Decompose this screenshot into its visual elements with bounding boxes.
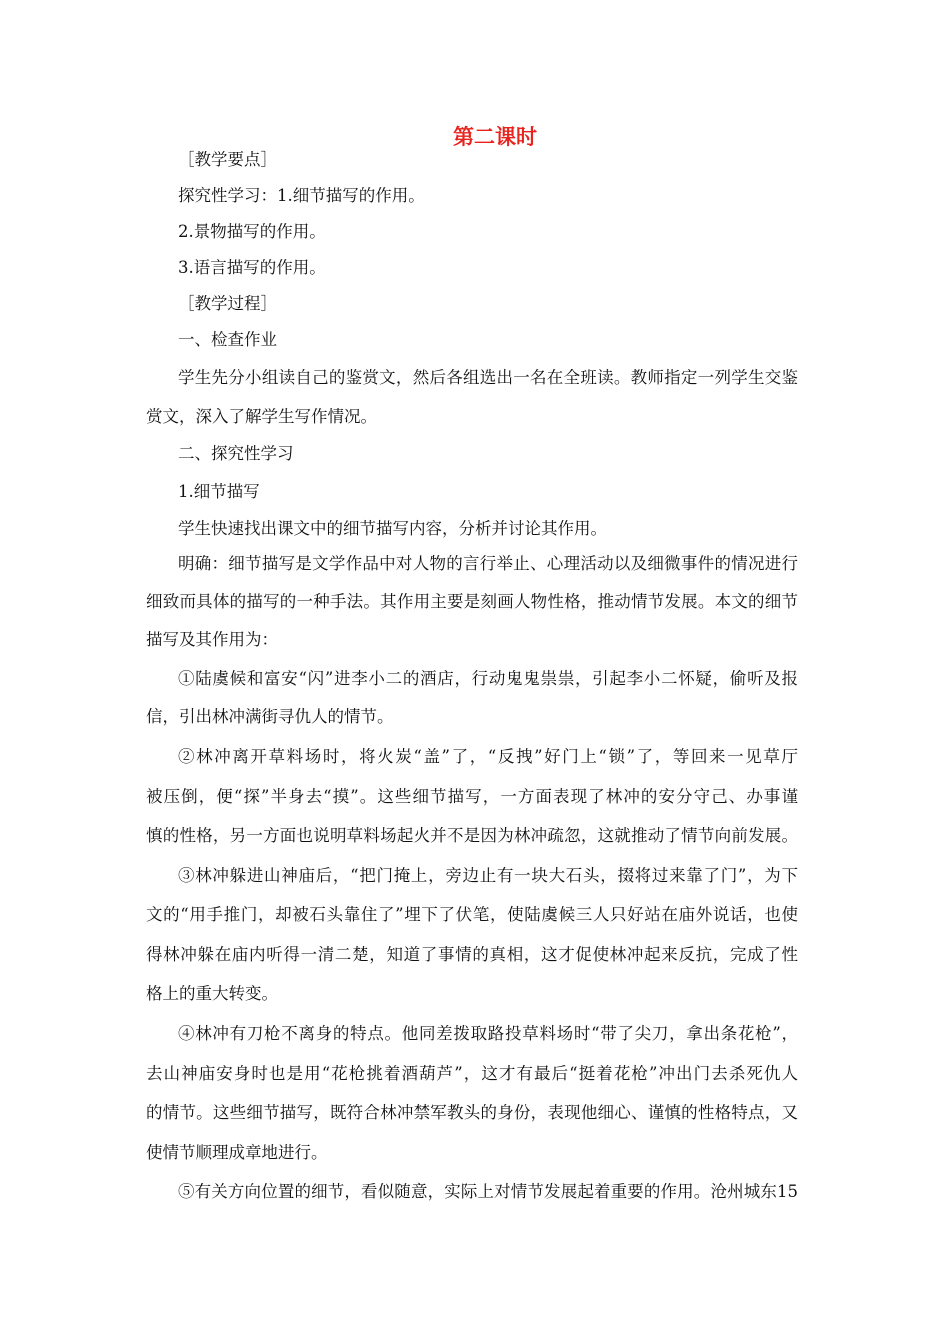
- paragraph-line: 的情节。这些细节描写，既符合林冲禁军教头的身份，表现他细心、谨慎的性格特点，又: [146, 1103, 798, 1122]
- heading-key-points: ［教学要点］: [178, 150, 277, 169]
- paragraph-line: ②林冲离开草料场时，将火炭“盖”了，“反拽”好门上“锁”了，等回来一见草厅: [178, 747, 798, 766]
- page-title: 第二课时: [453, 125, 537, 149]
- paragraph-line: 被压倒，便“探”半身去“摸”。这些细节描写，一方面表现了林冲的安分守己、办事谨: [146, 787, 798, 806]
- paragraph-line: 细致而具体的描写的一种手法。其作用主要是刻画人物性格，推动情节发展。本文的细节: [146, 592, 798, 611]
- paragraph-line: 明确：细节描写是文学作品中对人物的言行举止、心理活动以及细微事件的情况进行: [178, 554, 798, 573]
- paragraph-line: 得林冲躲在庙内听得一清二楚，知道了事情的真相，这才促使林冲起来反抗，完成了性: [146, 945, 798, 964]
- paragraph-line: 3.语言描写的作用。: [178, 258, 326, 277]
- paragraph-line: 慎的性格，另一方面也说明草料场起火并不是因为林冲疏忽，这就推动了情节向前发展。: [146, 826, 798, 845]
- paragraph-line: ④林冲有刀枪不离身的特点。他同差拨取路投草料场时“带了尖刀，拿出条花枪”，: [178, 1024, 798, 1043]
- paragraph-line: 描写及其作用为：: [146, 630, 278, 649]
- paragraph-line: ⑤有关方向位置的细节，看似随意，实际上对情节发展起着重要的作用。沧州城东15: [178, 1182, 798, 1201]
- section-heading: 二、探究性学习: [178, 444, 294, 463]
- paragraph-line: 赏文，深入了解学生写作情况。: [146, 407, 377, 426]
- subsection-heading: 1.细节描写: [178, 482, 260, 501]
- paragraph-line: 使情节顺理成章地进行。: [146, 1143, 328, 1162]
- paragraph-line: 探究性学习：1.细节描写的作用。: [178, 186, 425, 205]
- paragraph-line: 学生快速找出课文中的细节描写内容，分析并讨论其作用。: [178, 519, 607, 538]
- paragraph-line: ③林冲躲进山神庙后，“把门掩上，旁边止有一块大石头，掇将过来靠了门”，为下: [178, 866, 798, 885]
- paragraph-line: ①陆虞候和富安“闪”进李小二的酒店，行动鬼鬼祟祟，引起李小二怀疑，偷听及报: [178, 669, 798, 688]
- paragraph-line: 信，引出林冲满街寻仇人的情节。: [146, 707, 394, 726]
- paragraph-line: 去山神庙安身时也是用“花枪挑着酒葫芦”，这才有最后“挺着花枪”冲出门去杀死仇人: [146, 1064, 798, 1083]
- section-heading: 一、检查作业: [178, 330, 277, 349]
- paragraph-line: 2.景物描写的作用。: [178, 222, 326, 241]
- paragraph-line: 学生先分小组读自己的鉴赏文，然后各组选出一名在全班读。教师指定一列学生交鉴: [178, 368, 798, 387]
- paragraph-line: 文的“用手推门，却被石头靠住了”埋下了伏笔，使陆虞候三人只好站在庙外说话，也使: [146, 905, 798, 924]
- paragraph-line: 格上的重大转变。: [146, 984, 278, 1003]
- heading-teaching-process: ［教学过程］: [178, 294, 277, 313]
